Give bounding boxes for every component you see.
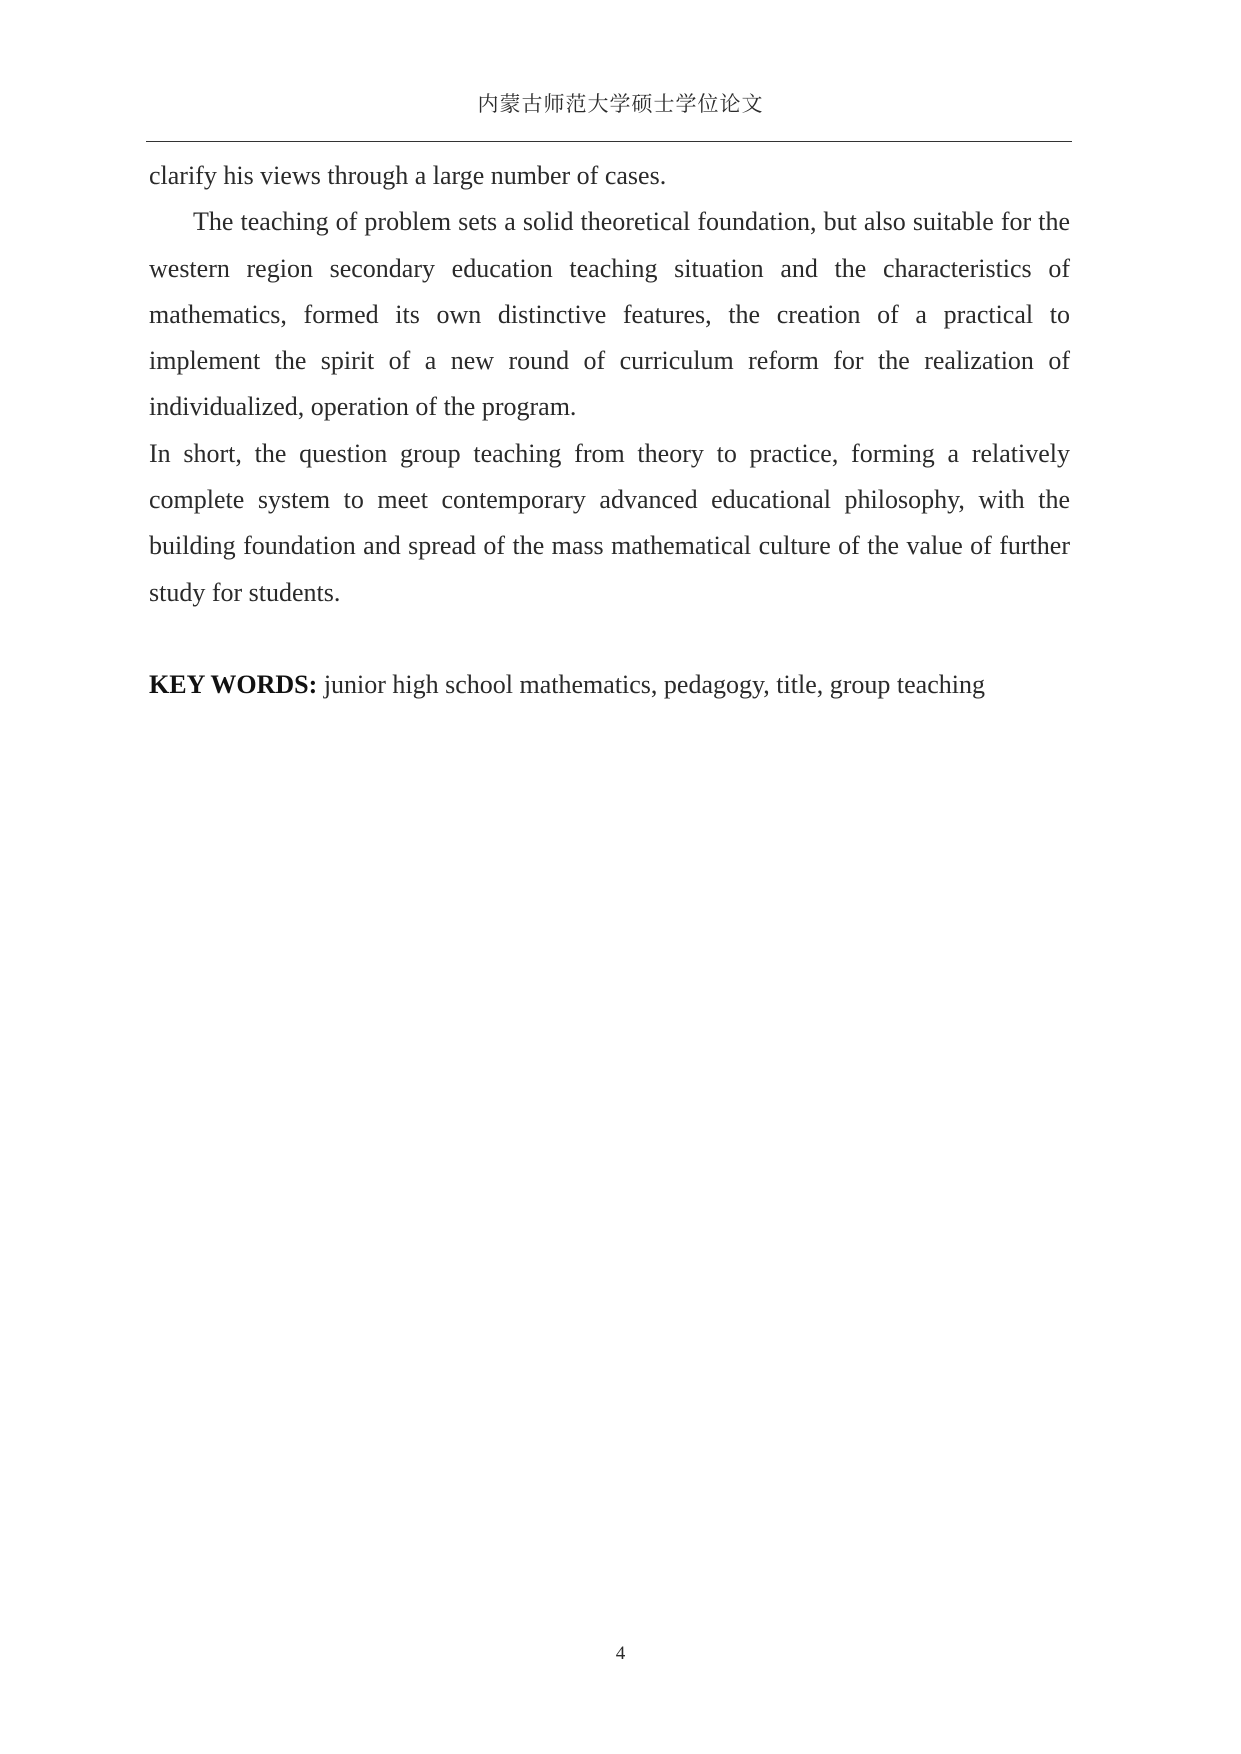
paragraph-continued: clarify his views through a large number of cases. bbox=[149, 161, 667, 190]
paragraph: In short, the question group teaching from theory to practice, forming a relatively complete system to meet contemporary advanced educational philosophy, with the building foundation and spread of the mass mathematical culture of the value of further study for students. bbox=[149, 438, 1070, 607]
page-number: 4 bbox=[615, 1643, 626, 1664]
header-divider bbox=[146, 141, 1072, 142]
abstract-body bbox=[149, 153, 1070, 708]
keywords-text: junior high school mathematics, pedagogy, title, group teaching bbox=[317, 669, 985, 699]
keywords-label: KEY WORDS: bbox=[149, 669, 318, 699]
keywords-line bbox=[149, 662, 1070, 708]
paragraph: The teaching of problem sets a solid theoretical foundation, but also suitable for the western region secondary education teaching situation and the characteristics of mathematics, formed its own distinctive features, the creation of a practical to implement the spirit of a new round of curriculum reform for the realization of individualized, operation of the program. bbox=[149, 207, 1070, 422]
running-header: 内蒙古师范大学硕士学位论文 bbox=[477, 92, 764, 116]
